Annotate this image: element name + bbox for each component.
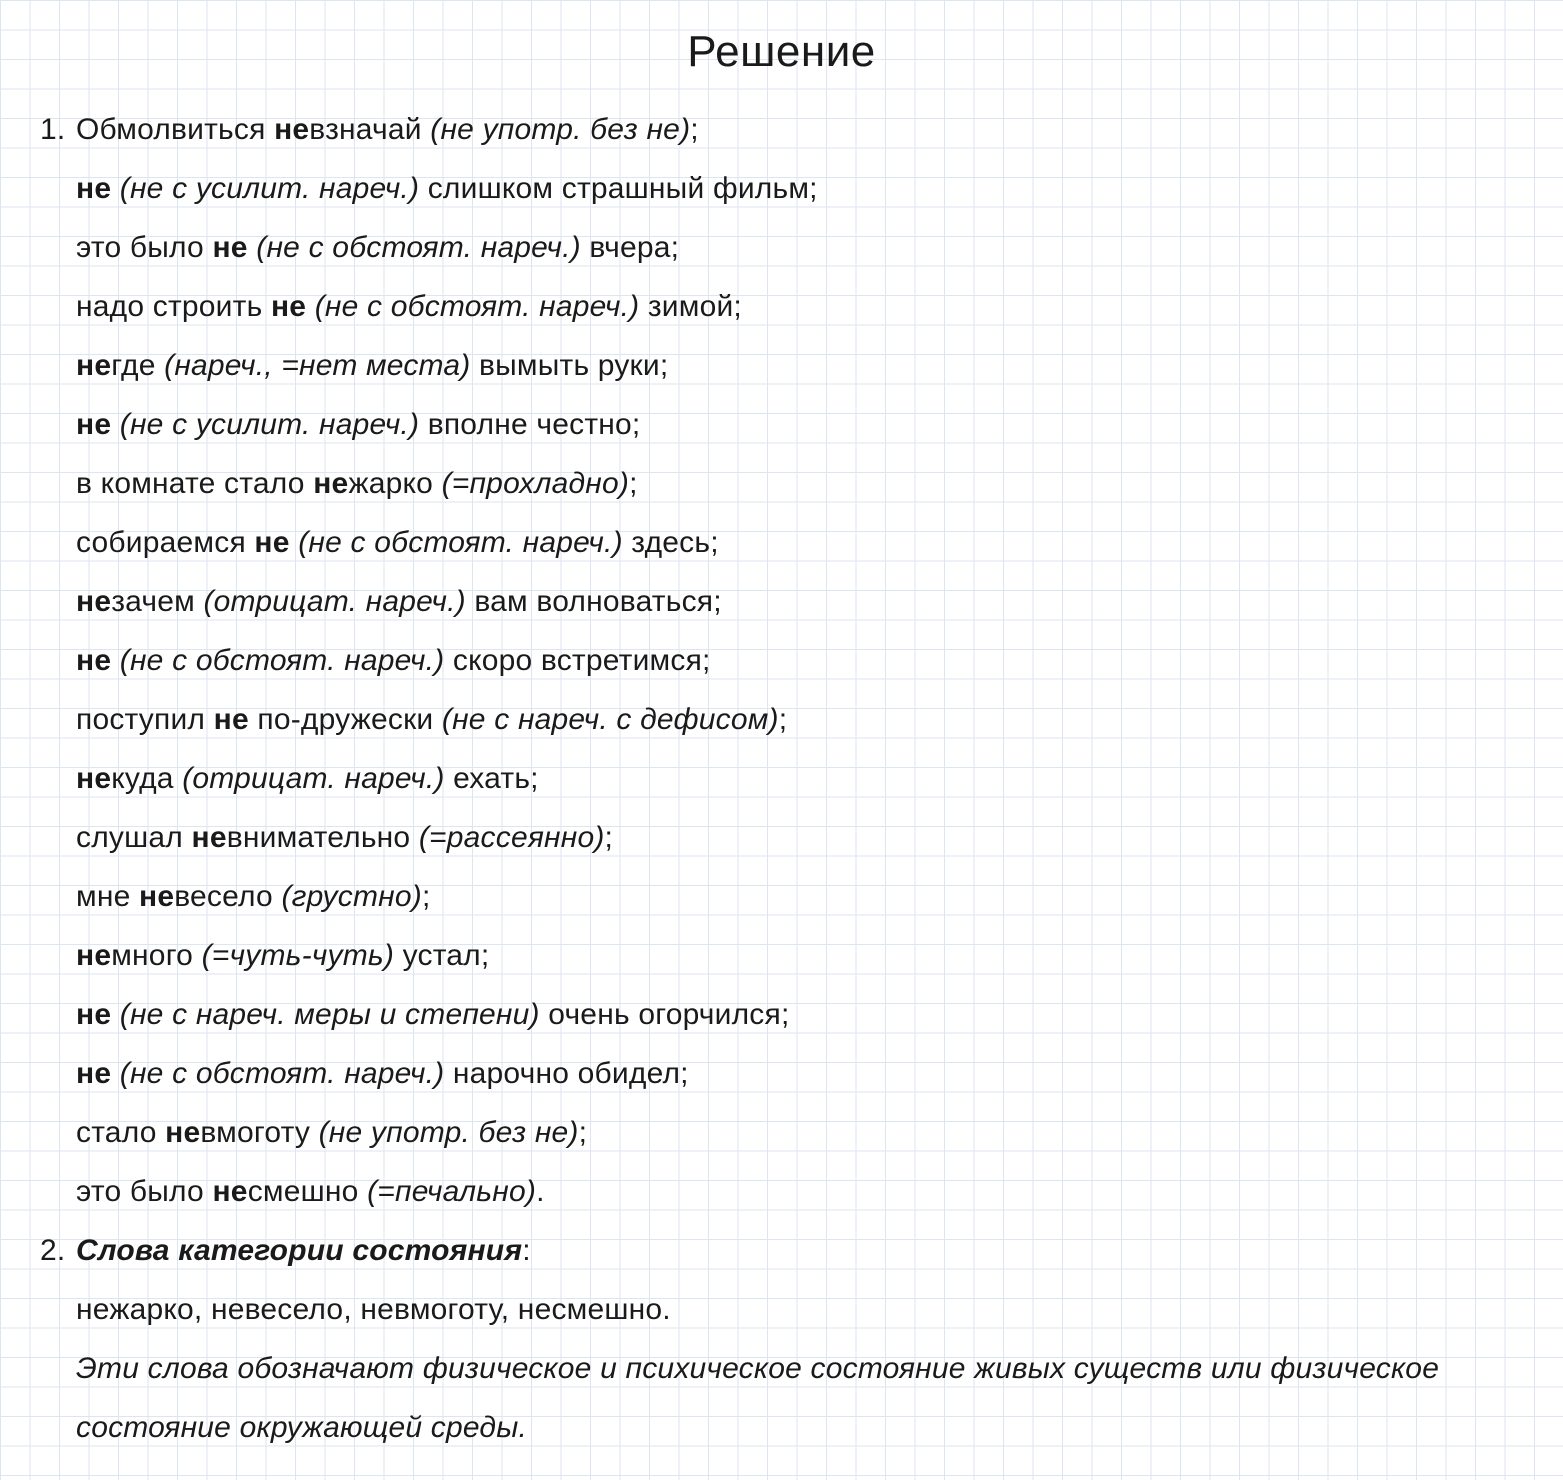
- line-1-16: не (не с нареч. меры и степени) очень огорчился;: [76, 998, 790, 1031]
- line-1-11: поступил не по-дружески (не с нареч. с дефисом);: [76, 703, 788, 736]
- line-1-8: собираемся не (не с обстоят. нареч.) здесь;: [76, 526, 719, 559]
- line-1-19: это было несмешно (=печально).: [76, 1175, 545, 1208]
- line-1-2: не (не с усилит. нареч.) слишком страшный фильм;: [76, 172, 818, 205]
- line-1-7: в комнате стало нежарко (=прохладно);: [76, 467, 638, 500]
- item-number: 2.: [40, 1234, 66, 1267]
- line-2-3: Эти слова обозначают физическое и психическое состояние живых существ или физическое: [76, 1352, 1440, 1385]
- item-number: 1.: [40, 113, 66, 146]
- line-1-17: не (не с обстоят. нареч.) нарочно обидел;: [76, 1057, 689, 1090]
- solution-list: [40, 100, 1540, 1457]
- line-1-15: немного (=чуть-чуть) устал;: [76, 939, 490, 972]
- page-title: Решение: [687, 27, 876, 76]
- line-1-10: не (не с обстоят. нареч.) скоро встретимся;: [76, 644, 711, 677]
- line-1-4: надо строить не (не с обстоят. нареч.) зимой;: [76, 290, 742, 323]
- line-1-18: стало невмоготу (не употр. без не);: [76, 1116, 588, 1149]
- list-item-1: [40, 100, 1540, 1221]
- line-1-6: не (не с усилит. нареч.) вполне честно;: [76, 408, 641, 441]
- line-1-3: это было не (не с обстоят. нареч.) вчера;: [76, 231, 680, 264]
- line-1-13: слушал невнимательно (=рассеянно);: [76, 821, 614, 854]
- line-1-9: незачем (отрицат. нареч.) вам волноваться;: [76, 585, 722, 618]
- line-2-4: состояние окружающей среды.: [76, 1411, 528, 1444]
- section-heading: Слова категории состояния: [76, 1234, 523, 1267]
- line-2-1: 2. Слова категории состояния:: [40, 1221, 1540, 1280]
- line-1-5: негде (нареч., =нет места) вымыть руки;: [76, 349, 669, 382]
- line-1-1: 1. Обмолвиться невзначай (не употр. без не);: [40, 100, 1540, 159]
- list-item-2: [40, 1221, 1540, 1457]
- line-1-14: мне невесело (грустно);: [76, 880, 431, 913]
- line-2-2: нежарко, невесело, невмоготу, несмешно.: [76, 1293, 671, 1326]
- line-1-12: некуда (отрицат. нареч.) ехать;: [76, 762, 539, 795]
